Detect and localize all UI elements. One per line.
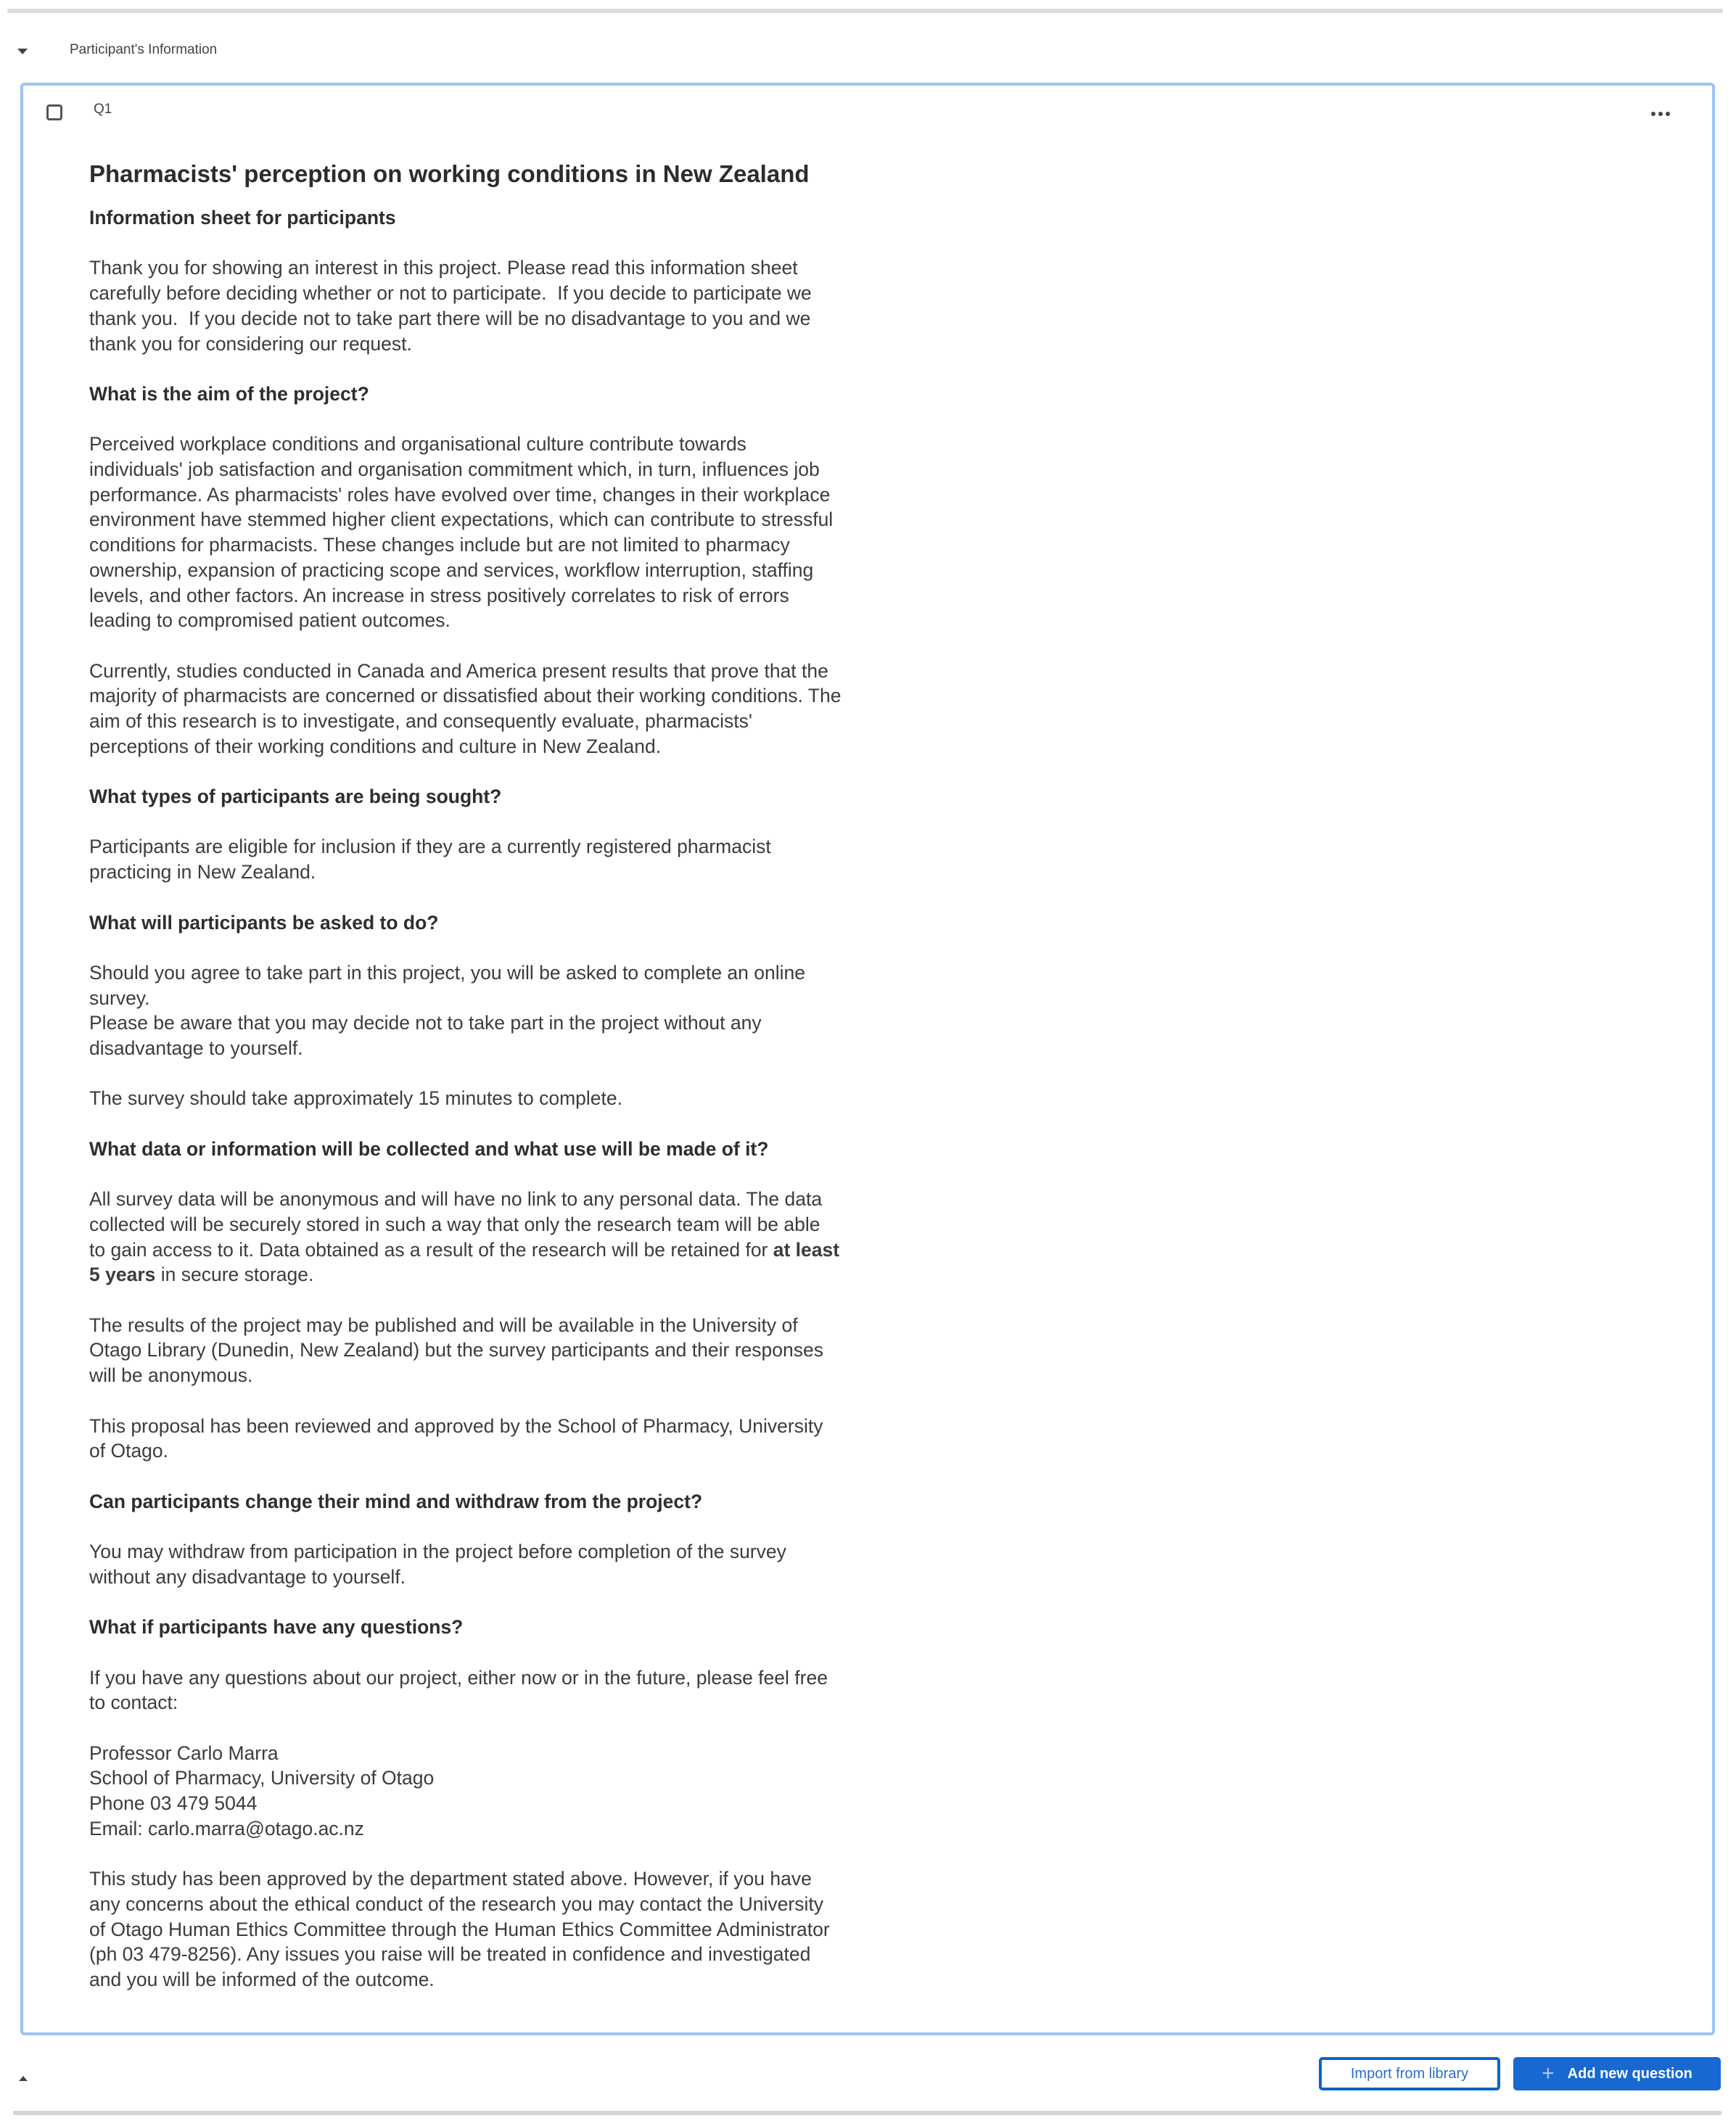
paragraph-line: You may withdraw from participation in the project before completion of the survey <box>89 1541 786 1563</box>
paragraph-line: majority of pharmacists are concerned or dissatisfied about their working conditions. The <box>89 685 842 707</box>
spacer <box>89 1287 960 1313</box>
spacer <box>89 809 960 835</box>
caret-down-icon[interactable] <box>17 49 28 54</box>
import-label: Import from library <box>1350 2065 1469 2082</box>
paragraph-line: If you have any questions about our project, either now or in the future, please feel free <box>89 1666 828 1689</box>
paragraph-line: Currently, studies conducted in Canada and America present results that prove that the <box>89 659 828 682</box>
document-title: Pharmacists' perception on working conditions in New Zealand <box>89 160 810 187</box>
paragraph-line: without any disadvantage to yourself. <box>89 1565 406 1588</box>
paragraph-line: of Otago Human Ethics Committee through the Human Ethics Committee Administrator <box>89 1918 830 1940</box>
paragraph-line: individuals' job satisfaction and organisation commitment which, in turn, influences job <box>89 458 820 480</box>
paragraph-line: The results of the project may be published and will be available in the University of <box>89 1314 798 1336</box>
spacer <box>89 1388 960 1414</box>
add-new-question-button[interactable] <box>1513 2057 1721 2090</box>
paragraph-line: disadvantage to yourself. <box>89 1037 303 1060</box>
spacer <box>89 1464 960 1489</box>
question-card[interactable] <box>20 83 1715 2035</box>
paragraph-line: Please be aware that you may decide not to take part in the project without any <box>89 1012 762 1034</box>
paragraph-line: will be anonymous. <box>89 1364 253 1387</box>
paragraph-line: carefully before deciding whether or not to participate. If you decide to participate we <box>89 282 812 305</box>
spacer <box>89 1061 960 1087</box>
paragraph-line: (ph 03 479-8256). Any issues you raise will be treated in confidence and investigated <box>89 1943 811 1966</box>
spacer <box>89 231 960 256</box>
section-heading: What will participants be asked to do? <box>89 911 439 934</box>
paragraph-line: to gain access to it. Data obtained as a result of the research will be retained for at least <box>89 1238 840 1261</box>
spacer <box>89 1715 960 1741</box>
paragraph-line: 5 years in secure storage. <box>89 1264 314 1286</box>
import-from-library-button[interactable] <box>1319 2057 1500 2090</box>
paragraph-line: The survey should take approximately 15 minutes to complete. <box>89 1087 623 1110</box>
paragraph-line: Otago Library (Dunedin, New Zealand) but the survey participants and their responses <box>89 1339 823 1361</box>
section-heading: What if participants have any questions? <box>89 1616 464 1639</box>
paragraph-line: thank you. If you decide not to take part there will be no disadvantage to you and we <box>89 307 811 329</box>
spacer <box>89 935 960 960</box>
ellipsis-icon <box>1651 112 1655 116</box>
ellipsis-icon <box>1666 112 1670 116</box>
question-number-label: Q1 <box>94 102 112 117</box>
section-heading: What types of participants are being sought? <box>89 786 502 808</box>
paragraph-line: ownership, expansion of practicing scope and services, workflow interruption, staffing <box>89 559 814 581</box>
paragraph-line: performance. As pharmacists' roles have evolved over time, changes in their workplace <box>89 483 831 506</box>
paragraph-line: survey. <box>89 986 150 1009</box>
question-text[interactable] <box>89 160 960 1993</box>
caret-up-icon[interactable] <box>19 2076 28 2081</box>
paragraph-line: to contact: <box>89 1692 178 1714</box>
spacer <box>89 356 960 382</box>
section-heading: Can participants change their mind and withdraw from the project? <box>89 1490 703 1512</box>
spacer <box>89 407 960 432</box>
spacer <box>89 1514 960 1539</box>
question-options-button[interactable] <box>1651 112 1670 116</box>
paragraph-line: Email: carlo.marra@otago.ac.nz <box>89 1817 364 1839</box>
paragraph-line: and you will be informed of the outcome. <box>89 1968 435 1990</box>
paragraph-line: levels, and other factors. An increase in stress positively correlates to risk of errors <box>89 584 789 606</box>
paragraph-line: This proposal has been reviewed and approved by the School of Pharmacy, University <box>89 1414 823 1437</box>
spacer <box>89 633 960 659</box>
spacer <box>89 1589 960 1615</box>
question-body <box>89 189 960 1993</box>
spacer <box>89 1640 960 1665</box>
paragraph-line: Professor Carlo Marra <box>89 1742 279 1764</box>
paragraph-line: School of Pharmacy, University of Otago <box>89 1767 435 1789</box>
paragraph-line: leading to compromised patient outcomes. <box>89 609 451 632</box>
paragraph-line: any concerns about the ethical conduct of the research you may contact the University <box>89 1892 823 1915</box>
spacer <box>89 885 960 910</box>
spacer <box>89 759 960 784</box>
bottom-divider <box>13 2111 1721 2115</box>
paragraph-line: thank you for considering our request. <box>89 332 412 355</box>
question-select-checkbox[interactable] <box>46 104 62 120</box>
section-heading: What data or information will be collected and what use will be made of it? <box>89 1137 769 1160</box>
paragraph-line: collected will be securely stored in such a way that only the research team will be able <box>89 1213 820 1235</box>
paragraph-line: conditions for pharmacists. These changes include but are not limited to pharmacy <box>89 534 790 556</box>
paragraph-line: This study has been approved by the department stated above. However, if you have <box>89 1868 812 1890</box>
paragraph-line: All survey data will be anonymous and will have no link to any personal data. The data <box>89 1188 823 1211</box>
section-heading: What is the aim of the project? <box>89 382 369 405</box>
paragraph-line: Phone 03 479 5044 <box>89 1792 258 1815</box>
spacer <box>89 1162 960 1187</box>
spacer <box>89 1841 960 1866</box>
paragraph-line: practicing in New Zealand. <box>89 861 316 883</box>
ellipsis-icon <box>1658 112 1663 116</box>
paragraph-line: environment have stemmed higher client expectations, which can contribute to stressful <box>89 508 834 531</box>
spacer <box>89 1111 960 1137</box>
paragraph-line: Should you agree to take part in this project, you will be asked to complete an online <box>89 961 805 984</box>
paragraph-line: aim of this research is to investigate, and consequently evaluate, pharmacists' <box>89 710 752 732</box>
section-heading: Information sheet for participants <box>89 207 396 228</box>
top-divider <box>7 9 1723 13</box>
add-label: Add new question <box>1567 2065 1692 2082</box>
paragraph-line: of Otago. <box>89 1440 169 1462</box>
paragraph-line: Thank you for showing an interest in this project. Please read this information sheet <box>89 257 798 279</box>
block-title[interactable]: Participant's Information <box>70 42 218 57</box>
paragraph-line: Perceived workplace conditions and organisational culture contribute towards <box>89 433 746 456</box>
plus-icon: + <box>1542 2061 1555 2085</box>
paragraph-line: Participants are eligible for inclusion if they are a currently registered pharmacist <box>89 836 771 858</box>
paragraph-line: perceptions of their working conditions and culture in New Zealand. <box>89 735 662 757</box>
